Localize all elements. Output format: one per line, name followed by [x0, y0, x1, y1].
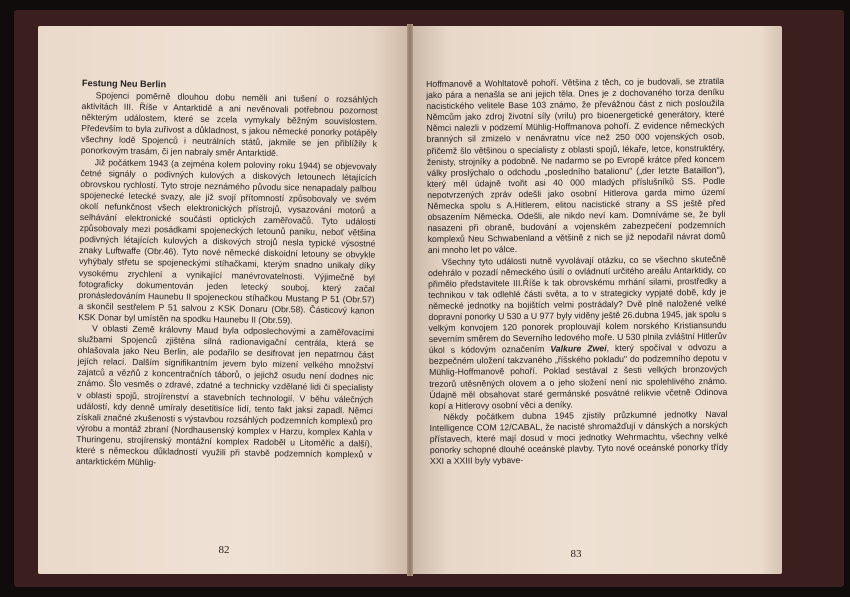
right-page-text — [426, 76, 728, 467]
right-page — [410, 26, 782, 574]
book-gutter — [407, 24, 413, 576]
paragraph-text: Někdy počátkem dubna 1945 zjistily průzkumné jednotky Naval Intelligence COM 12/CABAL, že nacisté shromažďují v dánských a norských přístavech, které mají dosud v moci jednotky Wehrmachtu, všechny velké ponorky schopné dlouhé oceánské plavby. Tyto nové oceánské ponorky třídy XXI a XXIII byly vybave- — [429, 408, 728, 467]
paragraph: Již počátkem 1943 (a zejména kolem poloviny roku 1944) se objevovaly četné signály o podivných kulových a diskových letounech létajících obrovskou rychlostí. Tyto stroje neznámého původu sice nenapadaly palbou spojenecké letecké svazy, ale již svojí přítomností způsobovaly ve svém okolí nefunkčnost všech elektronických přístrojů, vysazování motorů a selhávání elektronické součásti optických zaměřovačů. Tyto události způsobovaly mezi posádkami spojeneckých letounů paniku, neboť většina podivných létajících kulových a diskových strojů nesla typické výsostné znaky Luftwaffe (Obr.46). Tyto nové německé diskoidní letouny se obvykle vyhýbaly střetu se spojeneckými stíhačkami, kterým snadno unikaly díky vysokému zrychlení a vynikající manévrovatelnosti. Výjimečně byl fotograficky dokumentován jeden letecký souboj, který začal pronásledováním Haunebu II spojeneckou stíhačkou Mustang P 51 (Obr.57) a skončil sestřelem P 51 salvou z KSK Donaru (Obr.58). Částicový kanon KSK Donar byl umístěn na spodku Haunebu II (Obr.59). — [78, 156, 377, 326]
paragraph: Spojenci poměrně dlouhou dobu neměli ani tušení o rozsáhlých aktivitách III. Říše v Antarktidě a ani nevěnovali potřebnou pozornost některým událostem, které se zcela vymykaly běžným souvislostem. Především to byla zuřivost a důkladnost, s jakou německé ponorky potápěly všechny lodě Spojenců i neutrálních států, jakmile se jen přiblížily k ponorkovým trasám, či jen nabraly směr Antarktidě. — [80, 90, 378, 159]
left-page-text — [76, 78, 378, 472]
operation-name: Valkure Zwei — [550, 343, 607, 354]
paragraph: V oblasti Země královny Maud byla odposlechovými a zaměřovacími službami Spojenců zjištěna silná radionavigační centrála, která se ohlašovala jako Neu Berlin, ale podařilo se desifrovat jen nepatrnou část jejích relací. Dalším signifikantním jevem bylo mizení velkého množství zajatců a vězňů z koncentračních táborů, o jejichž osudu není dodnes nic známo. Šlo vesměs o zdravé, zdatné a technicky vzdělané lidi či specialisty v oblasti spojů, strojírenství a stavebních technologií. V běhu válečných událostí, kdy denně umíraly desetitisíce lidí, tento fakt jaksi zapadl. Němci získali značné zkušenosti s výstavbou rozsáhlých podzemních komplexů pro výrobu a montáž zbraní (Nordhausenský komplex v Harzu, komplex Kahla v Thuringenu, strojírenský montážní komplex Radoběl u Litoměřic a další), které s německou důkladností využili při stavbě podzemních komplexů v antarktickém Mühlig- — [75, 323, 375, 468]
paragraph — [429, 409, 728, 468]
paragraph-text: , který spočíval v odvozu a bezpečném uložení takzvaného „říšského pokladu" do podzemního depotu v Mühlig-Hoffmanově pohoří. Poklad sestával z šesti velkých bronzových trezorů utěsněných olovem a o jeho složení není nic spolehlivého známo. Údajně měl obsahovat staré germánské posvátné relikvie včetně Odinova kopí a Hitlerovy osobní věci a deníky. — [428, 342, 728, 411]
section-heading: Festung Neu Berlin — [81, 78, 167, 90]
page-edge-shadow — [760, 26, 782, 574]
left-page — [38, 26, 410, 574]
page-number: 82 — [218, 544, 230, 556]
paragraph-text: Hoffmanově a Wohltatově pohoří. Většina z těch, co je budovali, se ztratila jako pára a nenašla se ani jejich těla. Dnes je z dochovaného torza deníku nacistického velitele Base 103 známo, že převážnou část z nich posloužila Němcům jako zdroj životní síly (vrilu) pro bioenergetické generátory, které Němci nalezli v podzemí Mühlig-Hoffmanova pohoří. Z evidence německých branných sil zmizelo v nenávratnu více než 250 000 vojenských osob, přičemž šlo většinou o specialisty z oblasti spojů, lékaře, letce, konstruktéry, ženisty, strojníky a podobně. Ne nadarmo se po Evropě krátce před koncem války proslýchalo o odchodu „posledního batalionu" („der letzte Bataillon"), který měl údajně tvořit asi 40 000 mladých příslušníků SS. Podle nepotvrzených zpráv odešli jako osobní Hitlerova garda mimo území Německa spolu s A.Hitlerem, elitou nacistické strany a SS ještě před obsazením Německa. Odešli, ale nikdo neví kam. Domníváme se, že byli nasazeni při obraně, budování a vojenském zabezpečení podzemních komplexů Neu Schwabenland a většině z nich se již nepodařil návrat domů ani mnoho let po válce. — [426, 75, 726, 256]
open-book — [14, 10, 844, 587]
paragraph — [426, 76, 726, 257]
paragraph-text: Všechny tyto události nutně vyvolávají otázku, co se všechno skutečně odehrálo v pozadí německého úsilí o ovládnutí určitého areálu Antarktidy, co přimělo představitele III.Říše k tak obrovskému mrhání silami, prostředky a technikou v tak odlehlé části světa, a to v strategicky vypjaté době, kdy je německé jednotky na bojištích velmi postrádaly? Dvě plně naložené velké dopravní ponorky U 530 a U 977 byly viděny ještě 26.dubna 1945, jak spolu s velkým konvojem 120 ponorek proplouvají kolem norského Kristiansundu severním směrem do Severního ledového moře. U 530 plnila zvláštní Hitlerův úkol s kódovým označením — [427, 253, 727, 356]
page-number: 83 — [570, 548, 582, 560]
paragraph — [428, 253, 728, 411]
